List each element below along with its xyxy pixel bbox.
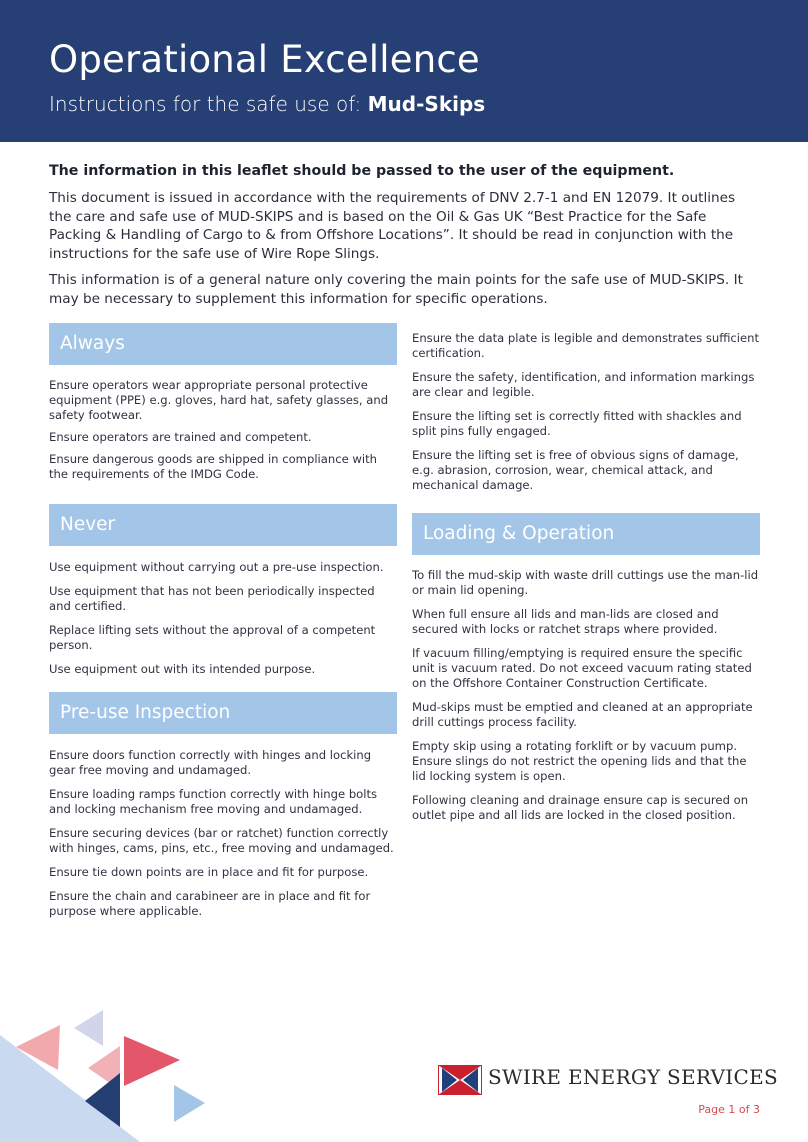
list-item: Ensure the lifting set is correctly fitted with shackles and split pins fully engaged. [412,409,742,438]
company-logo [438,1065,779,1097]
decor-triangle-lilac [74,1010,103,1046]
preuse-heading: Pre-use Inspection [49,692,397,734]
company-name: SWIRE ENERGY SERVICES [488,1065,779,1089]
list-item: Ensure loading ramps function correctly with hinge bolts and locking mechanism free moving and undamaged. [49,787,378,816]
right-column [412,331,760,823]
list-item: Ensure the chain and carabineer are in place and fit for purpose where applicable. [49,889,371,918]
subtitle-product: Mud-Skips [367,92,486,116]
list-item: Use equipment out with its intended purpose. [49,662,316,676]
list-item: To fill the mud-skip with waste drill cuttings use the man-lid or main lid opening. [412,568,759,597]
preuse-continued [412,331,760,493]
always-heading: Always [49,323,397,365]
always-section [49,323,397,482]
flag-icon [438,1065,482,1095]
list-item: Following cleaning and drainage ensure cap is secured on outlet pipe and all lids are locked in the closed position. [412,793,749,822]
list-item: Ensure tie down points are in place and fit for purpose. [49,865,369,879]
intro-paragraph: This document is issued in accordance with the requirements of DNV 2.7-1 and EN 12079. It outlines the care and safe use of MUD-SKIPS and is based on the Oil & Gas UK “Best Practice for the Safe Packing & Handling of Cargo to & from Offshore Locations”. It should be read in conjunction with the instructions for the safe use of Wire Rope Slings. [49,190,736,262]
decor-triangle-red [124,1036,180,1086]
list-item: Ensure operators are trained and competent. [49,430,312,444]
list-item: Ensure the safety, identification, and information markings are clear and legible. [412,370,755,399]
list-item: If vacuum filling/emptying is required ensure the specific unit is vacuum rated. Do not exceed vacuum rating stated on the Offshore Container Construction Certificate. [412,646,752,690]
page-title: Operational Excellence [49,38,480,81]
list-item: Ensure the lifting set is free of obvious signs of damage, e.g. abrasion, corrosion, wear, chemical attack, and mechanical damage. [412,448,739,492]
list-item: Ensure the data plate is legible and demonstrates sufficient certification. [412,331,760,360]
intro-lead: The information in this leaflet should be passed to the user of the equipment. [49,163,675,179]
intro-paragraph: This information is of a general nature only covering the main points for the safe use of MUD-SKIPS. It may be necessary to supplement this information for specific operations. [49,272,743,307]
never-heading: Never [49,504,397,546]
list-item: Ensure dangerous goods are shipped in compliance with the requirements of the IMDG Code. [49,452,378,481]
loading-heading: Loading & Operation [412,513,760,555]
page-subtitle [49,92,485,116]
page-header [0,0,808,142]
list-item: Ensure doors function correctly with hinges and locking gear free moving and undamaged. [49,748,372,777]
list-item: Empty skip using a rotating forklift or by vacuum pump. Ensure slings do not restrict the opening lids and that the lid locking system is open. [412,739,747,783]
decor-triangle-blue [174,1085,205,1122]
never-section [49,504,397,677]
list-item: Replace lifting sets without the approval of a competent person. [49,623,376,652]
list-item: Ensure securing devices (bar or ratchet) function correctly with hinges, cams, pins, etc., free moving and undamaged. [49,826,394,855]
decorative-triangles [0,990,230,1142]
preuse-section [49,692,397,919]
loading-section [412,513,760,823]
list-item: Use equipment without carrying out a pre-use inspection. [49,560,384,574]
list-item: Mud-skips must be emptied and cleaned at an appropriate drill cuttings process facility. [412,700,753,729]
intro-section [49,163,761,316]
left-column [49,323,397,919]
list-item: Use equipment that has not been periodically inspected and certified. [49,584,375,613]
list-item: Ensure operators wear appropriate personal protective equipment (PPE) e.g. gloves, hard hat, safety glasses, and safety footwear. [49,378,389,422]
list-item: When full ensure all lids and man-lids are closed and secured with locks or ratchet straps where provided. [412,607,719,636]
subtitle-prefix: Instructions for the safe use of: [49,92,362,116]
page-number: Page 1 of 3 [698,1103,760,1116]
